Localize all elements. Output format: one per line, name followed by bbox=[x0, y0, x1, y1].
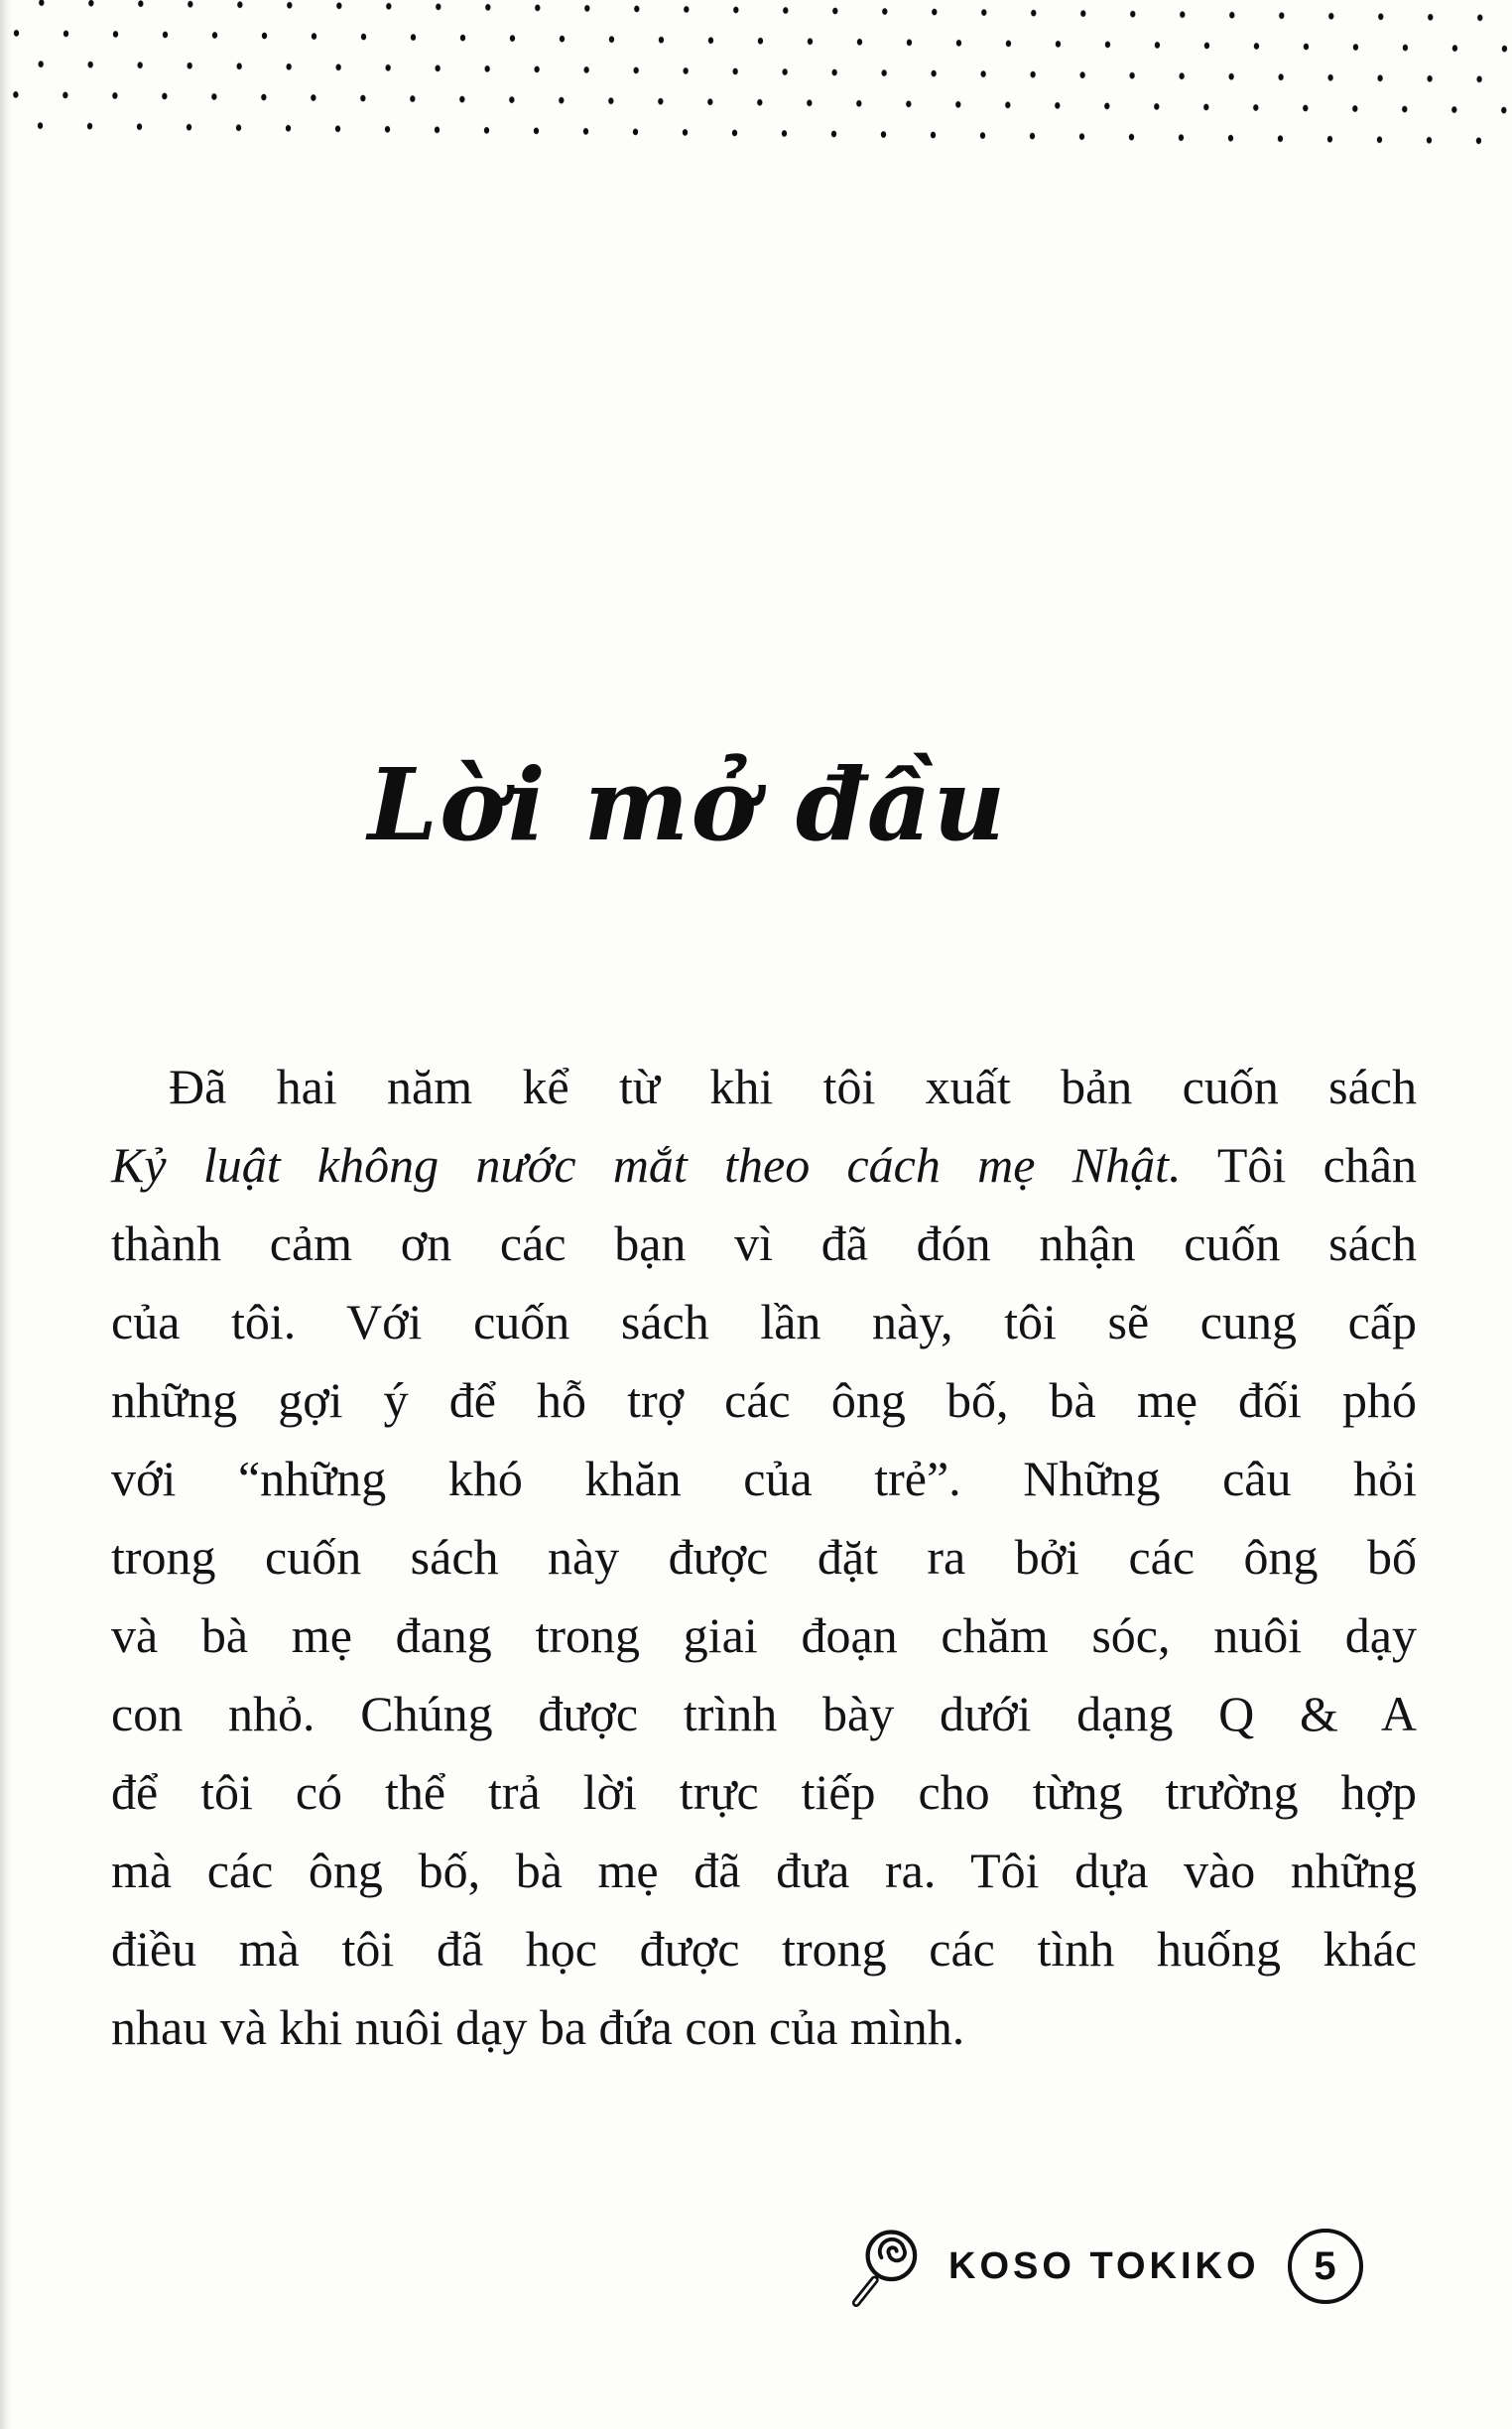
body-text bbox=[111, 1048, 1417, 2067]
body-line bbox=[111, 1440, 1417, 1518]
body-line bbox=[111, 1988, 1417, 2067]
body-segment: thành cảm ơn các bạn vì đã đón nhận cuốn sách bbox=[111, 1215, 1417, 1271]
scan-edge-shadow bbox=[0, 0, 12, 2429]
body-segment: của tôi. Với cuốn sách lần này, tôi sẽ cung cấp bbox=[111, 1294, 1417, 1349]
dot-pattern-decoration bbox=[0, 0, 1512, 160]
body-segment: mà các ông bố, bà mẹ đã đưa ra. Tôi dựa vào những bbox=[111, 1843, 1417, 1898]
body-segment: nhau và khi nuôi dạy ba đứa con của mình. bbox=[111, 1999, 965, 2055]
body-segment: điều mà tôi đã học được trong các tình huống khác bbox=[111, 1921, 1417, 1977]
body-line bbox=[111, 1518, 1417, 1597]
page-number-badge bbox=[1288, 2229, 1363, 2304]
page-number: 5 bbox=[1314, 2243, 1336, 2288]
author-name: KOSO TOKIKO bbox=[948, 2244, 1260, 2287]
body-segment: để tôi có thể trả lời trực tiếp cho từng trường hợp bbox=[111, 1764, 1417, 1820]
body-segment-italic: Kỷ luật không nước mắt theo cách mẹ Nhật. bbox=[111, 1137, 1182, 1193]
body-segment: những gợi ý để hỗ trợ các ông bố, bà mẹ đối phó bbox=[111, 1372, 1417, 1428]
body-segment: con nhỏ. Chúng được trình bày dưới dạng Q & A bbox=[111, 1686, 1417, 1741]
body-line bbox=[111, 1048, 1417, 1126]
page-title: Lời mở đầu bbox=[367, 746, 1008, 863]
body-line bbox=[111, 1205, 1417, 1283]
body-segment: Tôi chân bbox=[1181, 1137, 1417, 1193]
body-line bbox=[111, 1361, 1417, 1440]
body-line bbox=[111, 1597, 1417, 1675]
body-line bbox=[111, 1126, 1417, 1205]
body-line bbox=[111, 1832, 1417, 1910]
lollipop-icon bbox=[843, 2221, 929, 2312]
body-segment: trong cuốn sách này được đặt ra bởi các ông bố bbox=[111, 1529, 1417, 1585]
body-line bbox=[111, 1753, 1417, 1832]
body-line bbox=[111, 1283, 1417, 1361]
body-segment: và bà mẹ đang trong giai đoạn chăm sóc, nuôi dạy bbox=[111, 1607, 1417, 1663]
body-line bbox=[111, 1910, 1417, 1988]
body-segment: với “những khó khăn của trẻ”. Những câu hỏi bbox=[111, 1451, 1417, 1506]
body-line bbox=[111, 1675, 1417, 1753]
footer bbox=[843, 2221, 1363, 2312]
body-segment: Đã hai năm kể từ khi tôi xuất bản cuốn sách bbox=[169, 1059, 1417, 1114]
